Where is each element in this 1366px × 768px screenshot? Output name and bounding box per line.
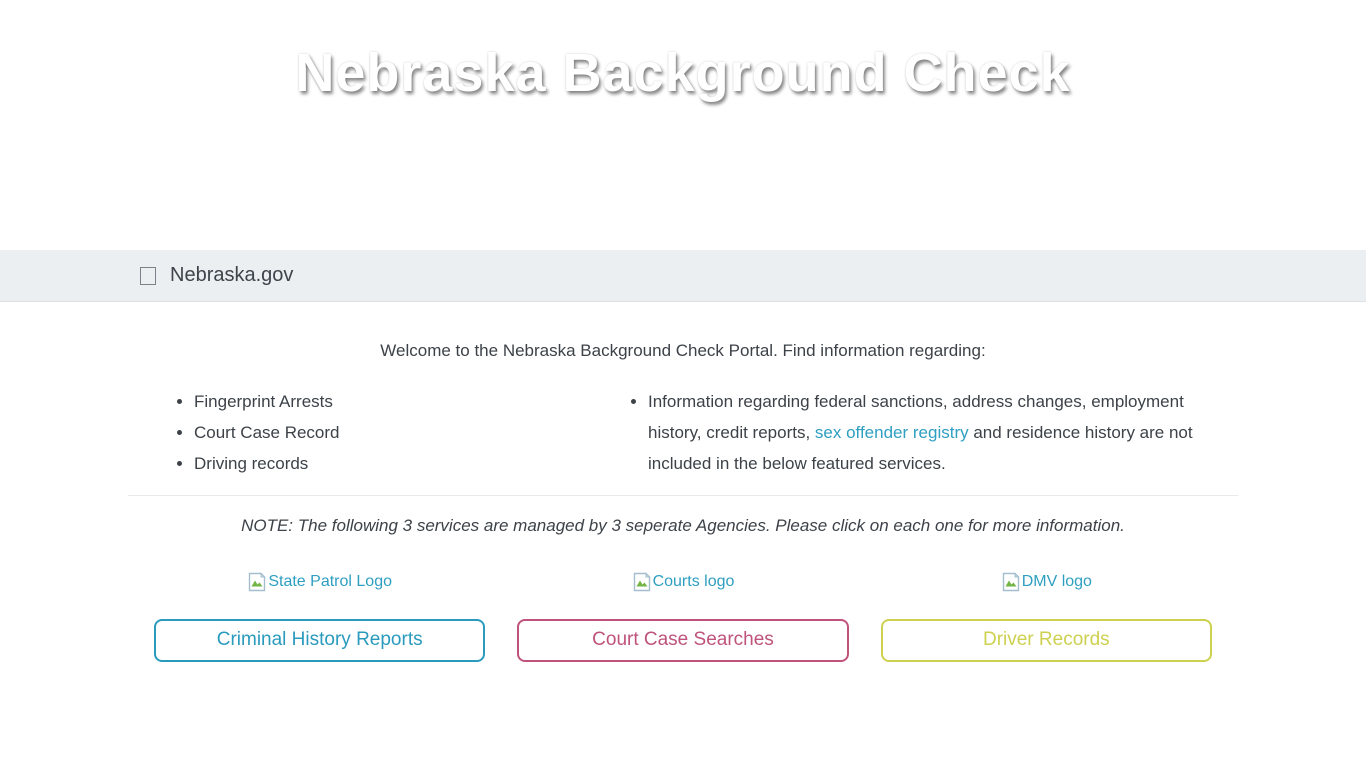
driver-records-button[interactable]: Driver Records [881, 619, 1212, 662]
criminal-history-reports-button[interactable]: Criminal History Reports [154, 619, 485, 662]
services-row [128, 572, 1238, 662]
included-services-list [128, 386, 608, 479]
excluded-text-before: Information regarding federal sanctions, address changes, employment history, credit reports, [648, 392, 1184, 442]
excluded-text-after: and residence history are not included in the below featured services. [648, 423, 1193, 473]
state-patrol-logo-link[interactable] [247, 572, 392, 592]
broken-image-icon [140, 267, 156, 285]
broken-image-icon [1001, 572, 1021, 592]
service-state-patrol [138, 572, 501, 662]
navbar [0, 250, 1366, 302]
hero-header [0, 0, 1366, 250]
note-text: NOTE: The following 3 services are managed by 3 seperate Agencies. Please click on each one for more information. [241, 516, 1125, 535]
service-courts [501, 572, 864, 662]
list-item: • Driving records [194, 448, 608, 479]
navbar-inner [113, 264, 1253, 287]
logo-alt-text: DMV logo [1021, 573, 1092, 590]
dmv-logo-link[interactable] [1001, 572, 1092, 592]
list-item: • Court Case Record [194, 417, 608, 448]
navbar-brand[interactable]: Nebraska.gov [170, 264, 294, 286]
page-title: Nebraska Background Check [295, 43, 1071, 103]
logo-alt-text: Courts logo [652, 573, 735, 590]
courts-logo-link[interactable] [632, 572, 735, 592]
court-case-searches-button[interactable]: Court Case Searches [517, 619, 848, 662]
excluded-services-list [608, 386, 1210, 479]
sex-offender-registry-link[interactable]: sex offender registry [814, 423, 969, 442]
service-dmv [865, 572, 1228, 662]
logo-alt-text: State Patrol Logo [268, 573, 392, 590]
info-lists [128, 386, 1238, 479]
welcome-text: Welcome to the Nebraska Background Check Portal. Find information regarding: [380, 341, 986, 360]
divider [128, 495, 1238, 496]
broken-image-icon [632, 572, 652, 592]
main-content [113, 338, 1253, 662]
broken-image-icon [247, 572, 267, 592]
list-item [648, 386, 1210, 479]
list-item: • Fingerprint Arrests [194, 386, 608, 417]
